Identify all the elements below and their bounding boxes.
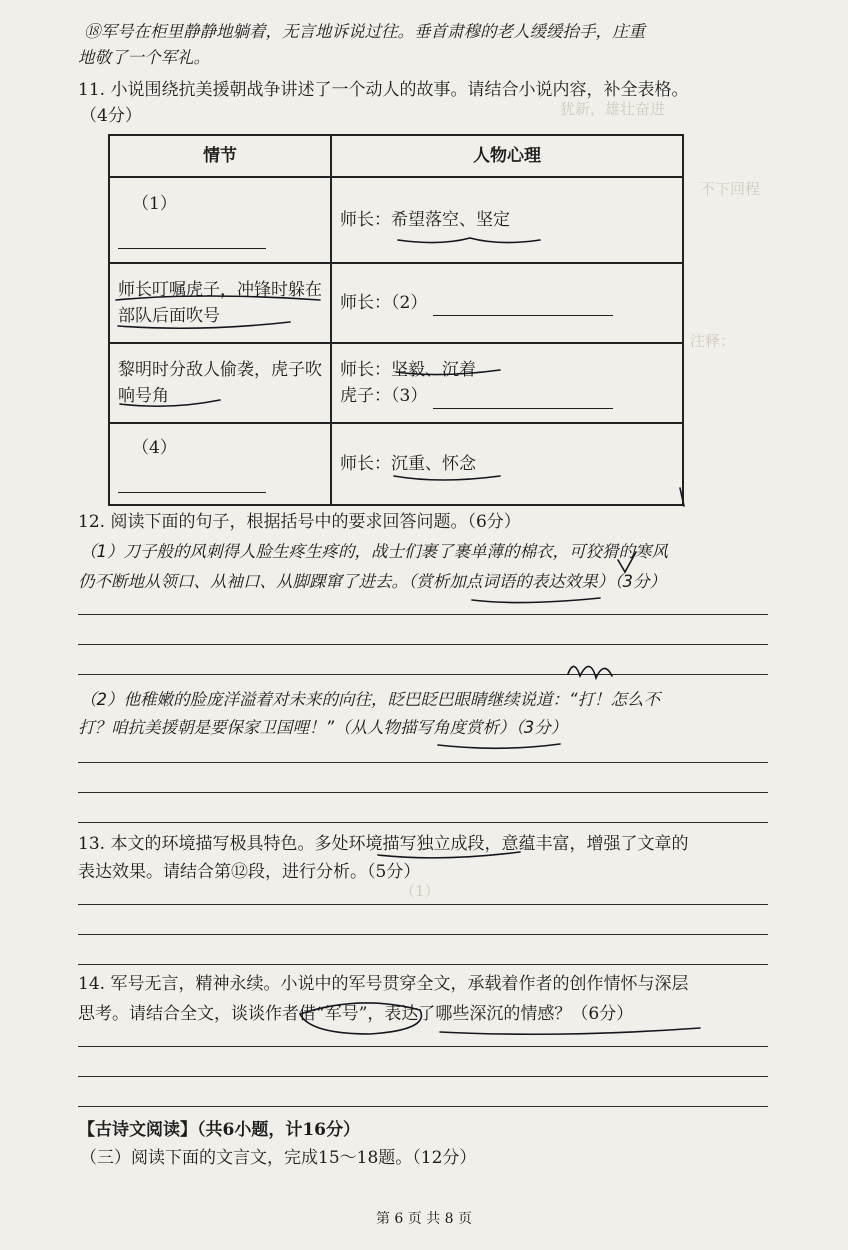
question-12: 12. 阅读下面的句子，根据括号中的要求回答问题。（6分） xyxy=(78,512,521,532)
answer-line[interactable] xyxy=(78,1076,768,1077)
plot-text: 师长叮嘱虎子，冲锋时躲在部队后面吹号 xyxy=(118,280,322,326)
answer-line[interactable] xyxy=(78,904,768,905)
question-11-score: （4分） xyxy=(80,106,142,126)
answer-line[interactable] xyxy=(78,822,768,823)
answer-line[interactable] xyxy=(78,644,768,645)
plot-cell[interactable] xyxy=(109,423,331,505)
question-12-2: 打？咱抗美援朝是要保家卫国哩！”（从人物描写角度赏析）（3分） xyxy=(78,718,568,737)
question-12-1: 仍不断地从领口、从袖口、从脚踝窜了进去。（赏析加点词语的表达效果）（3分） xyxy=(78,572,666,591)
question-12-2: （2）他稚嫩的脸庞洋溢着对未来的向往，眨巴眨巴眼睛继续说道：“打！怎么不 xyxy=(80,690,661,709)
question-11: 11. 小说围绕抗美援朝战争讲述了一个动人的故事。请结合小说内容，补全表格。 xyxy=(78,80,689,100)
mind-text: 师长：坚毅、沉着 xyxy=(340,360,476,380)
question-13: 表达效果。请结合第⑫段，进行分析。（5分） xyxy=(78,862,421,882)
answer-line[interactable] xyxy=(78,964,768,965)
question-12-1: （1）刀子般的风刺得人脸生疼生疼的，战士们裹了裹单薄的棉衣，可狡猾的寒风 xyxy=(80,542,668,561)
mind-text: 师长：（2） xyxy=(340,293,428,313)
answer-line[interactable] xyxy=(78,934,768,935)
section-heading: 【古诗文阅读】（共6小题，计16分） xyxy=(78,1120,360,1140)
bleed-through-text: （1） xyxy=(400,882,440,900)
plot-blank-label: （1） xyxy=(132,194,177,214)
page-number: 第 6 页 共 8 页 xyxy=(375,1211,473,1227)
plot-cell[interactable] xyxy=(109,177,331,263)
bleed-through-text: 不下回程 xyxy=(700,180,761,198)
answer-blank[interactable] xyxy=(118,474,266,493)
mind-cell xyxy=(331,423,683,505)
answer-line[interactable] xyxy=(78,762,768,763)
plot-cell xyxy=(109,343,331,423)
question-14: 14. 军号无言，精神永续。小说中的军号贯穿全文，承载着作者的创作情怀与深层 xyxy=(78,974,689,994)
answer-blank[interactable] xyxy=(433,297,613,316)
answer-blank[interactable] xyxy=(118,230,266,249)
underline-mark xyxy=(440,1028,700,1034)
answer-line[interactable] xyxy=(78,1106,768,1107)
table-header: 人物心理 xyxy=(331,135,683,177)
question-13: 13. 本文的环境描写极具特色。多处环境描写独立成段，意蕴丰富，增强了文章的 xyxy=(78,834,689,854)
mind-text: 师长：沉重、怀念 xyxy=(340,454,476,474)
answer-line[interactable] xyxy=(78,1046,768,1047)
plot-text: 黎明时分敌人偷袭，虎子吹响号角 xyxy=(118,360,322,406)
plot-blank-label: （4） xyxy=(132,438,177,458)
bleed-through-text: 犹新，雄壮奋进 xyxy=(560,100,666,118)
plot-cell xyxy=(109,263,331,343)
passage-line: ⑱军号在柜里静静地躺着，无言地诉说过往。垂首肃穆的老人缓缓抬手，庄重 xyxy=(84,22,645,41)
table-header: 情节 xyxy=(109,135,331,177)
passage-line: 地敬了一个军礼。 xyxy=(78,48,210,67)
mind-cell[interactable] xyxy=(331,263,683,343)
underline-mark xyxy=(438,744,560,748)
answer-line[interactable] xyxy=(78,674,768,675)
bleed-through-text: 注释： xyxy=(690,332,736,350)
question-14: 思考。请结合全文，谈谈作者借“军号”，表达了哪些深沉的情感？（6分） xyxy=(78,1004,634,1024)
answer-line[interactable] xyxy=(78,614,768,615)
scribble-mark xyxy=(568,666,612,678)
underline-mark xyxy=(472,598,600,603)
mind-cell xyxy=(331,177,683,263)
mind-cell[interactable] xyxy=(331,343,683,423)
mind-text: 师长：希望落空、坚定 xyxy=(340,210,510,230)
mind-text: 虎子：（3） xyxy=(340,386,428,406)
section-subheading: （三）阅读下面的文言文，完成15～18题。（12分） xyxy=(80,1148,477,1168)
answer-blank[interactable] xyxy=(433,390,613,409)
answer-line[interactable] xyxy=(78,792,768,793)
plot-mind-table xyxy=(108,134,684,506)
